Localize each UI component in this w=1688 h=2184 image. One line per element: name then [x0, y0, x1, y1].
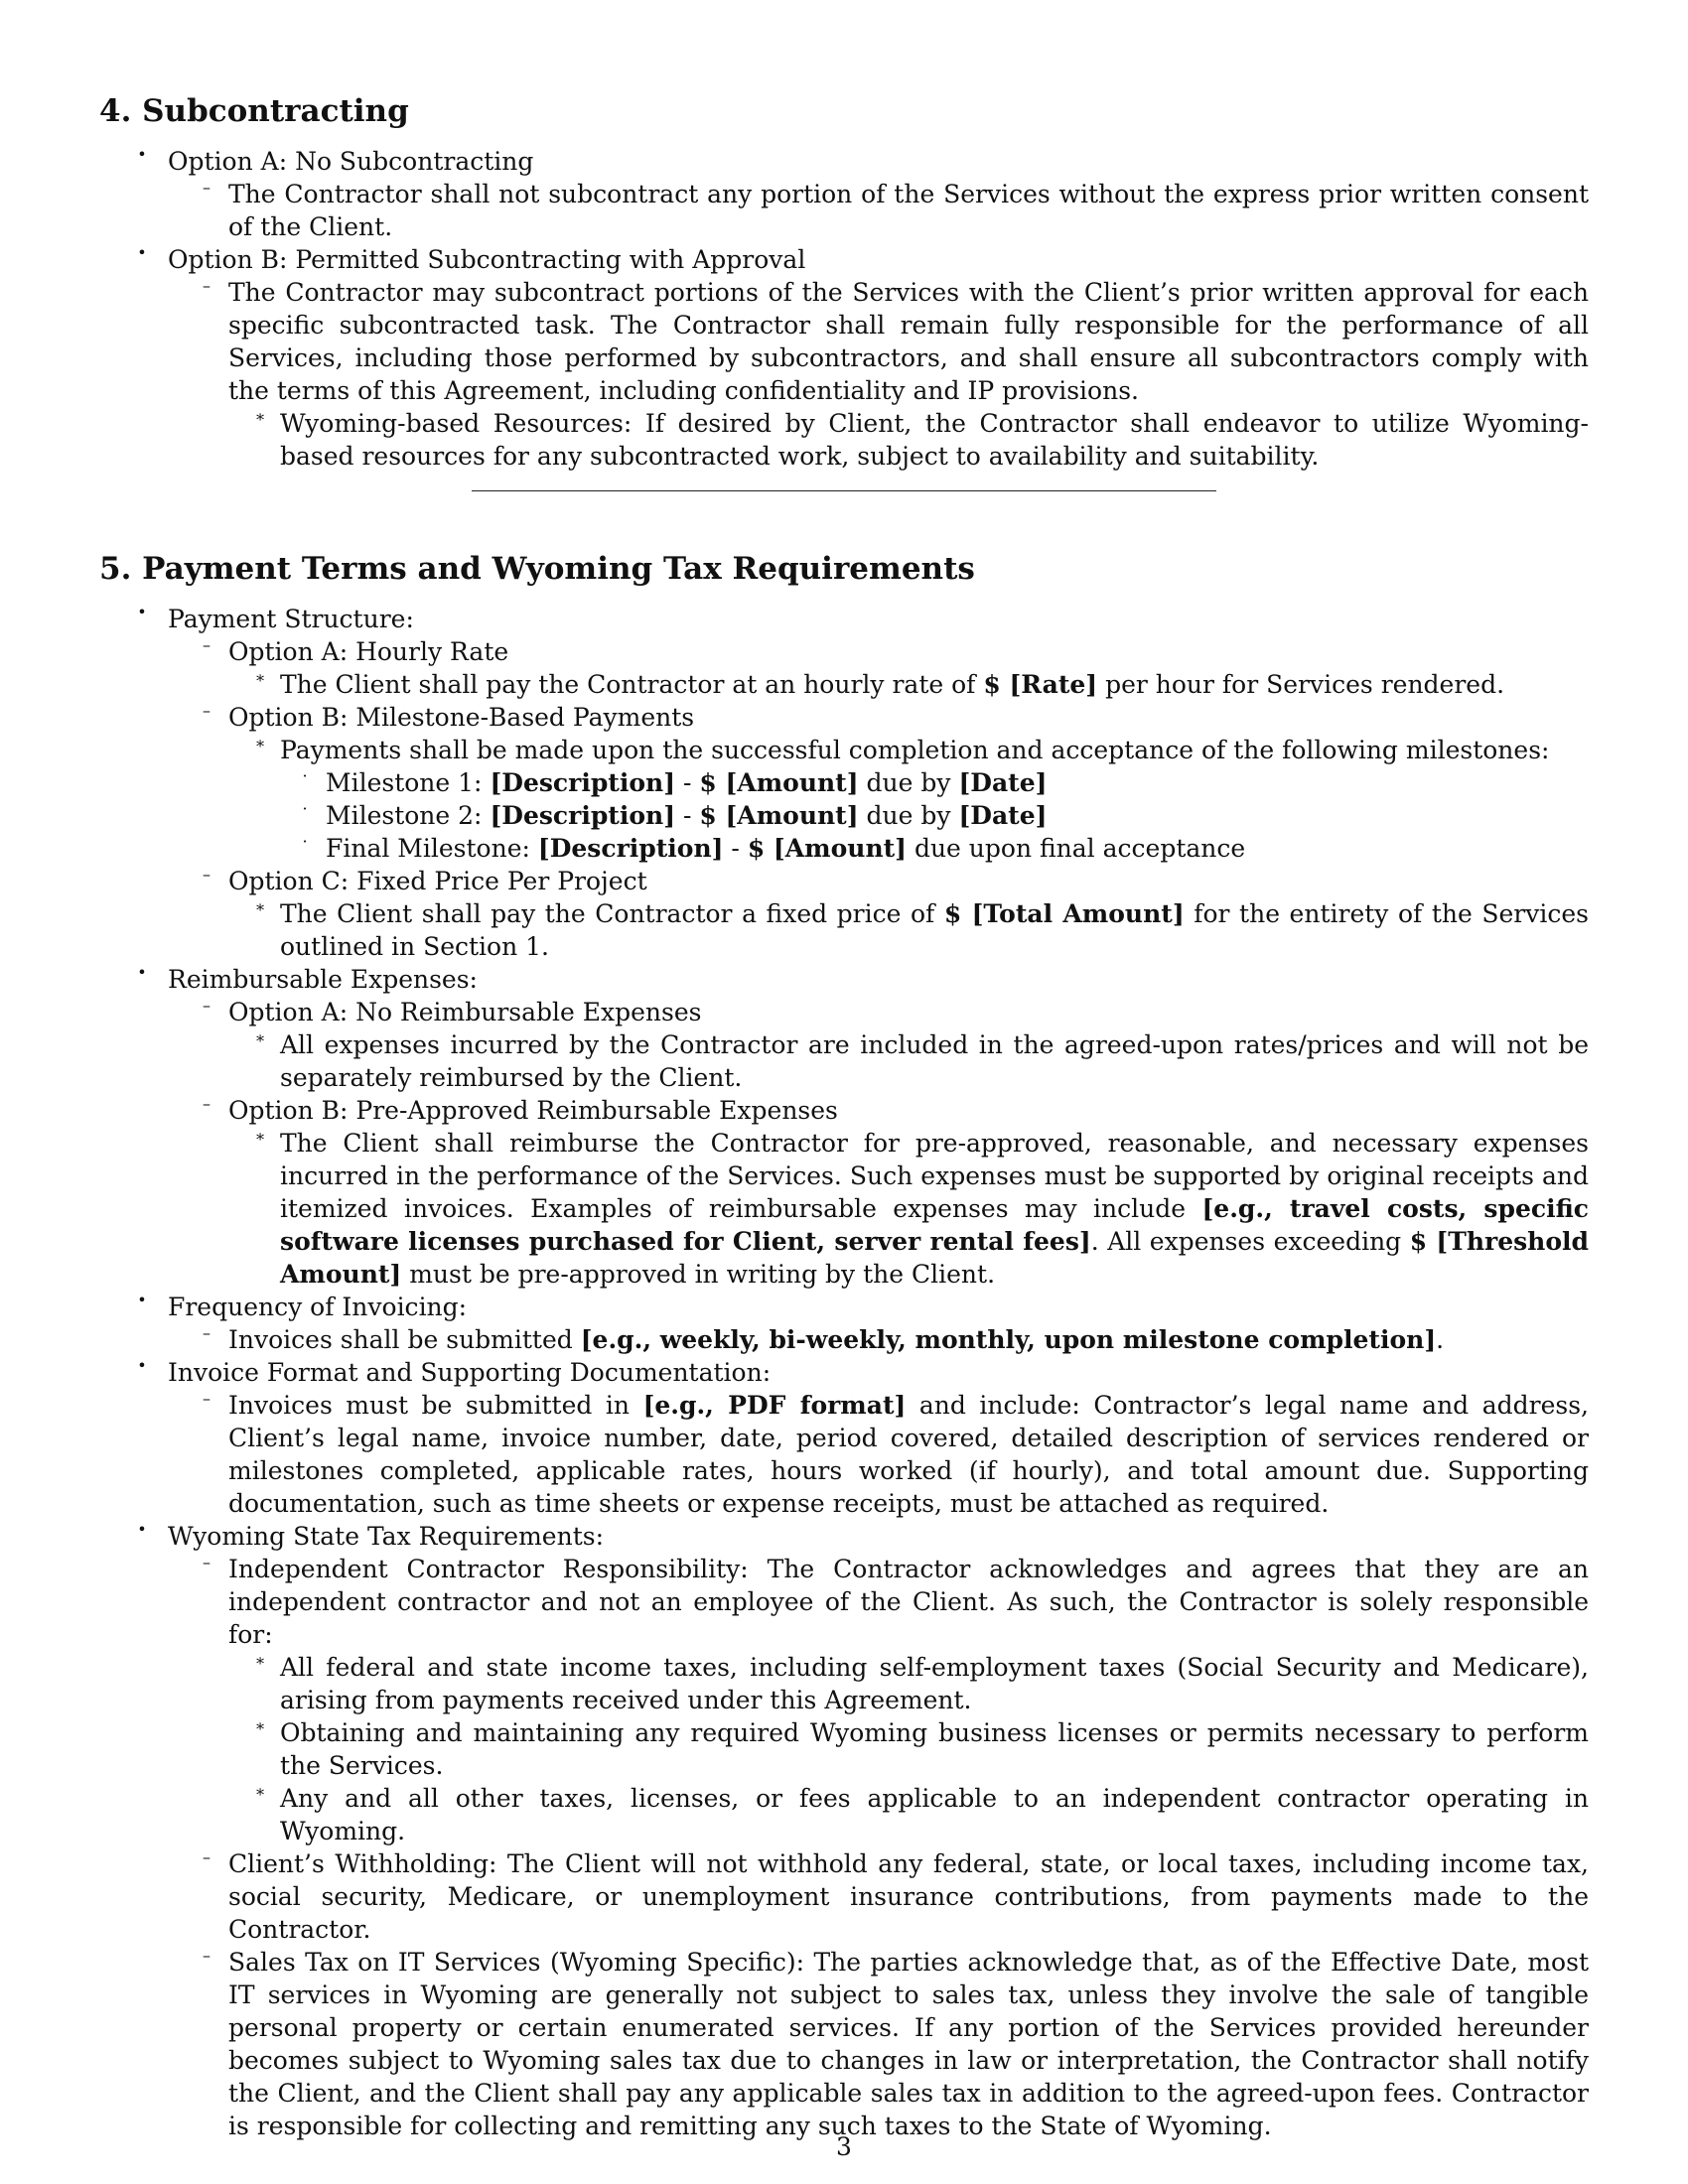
list-item-text: Reimbursable Expenses: [168, 965, 478, 994]
section-divider [472, 490, 1216, 491]
sub-list [228, 1028, 1589, 1094]
list-item-text: The Client shall pay the Contractor at an hourly rate of $ [Rate] per hour for Services rendered. [280, 670, 1505, 699]
bullet-marker: • [137, 145, 147, 164]
bullet-marker: – [203, 701, 211, 720]
list-item-text: Option A: Hourly Rate [228, 637, 509, 666]
list-item [228, 734, 1589, 865]
sub-list [228, 1651, 1589, 1847]
document-page [99, 91, 1589, 2142]
list-item-text: The Client shall reimburse the Contractor for pre-approved, reasonable, and necessary expenses incurred in the performance of the Services. Such expenses must be supported by original receipts and itemized invoices. Examples of reimbursable expenses may include [e.g., travel costs, specific software licenses purchased for Client, server rental fees]. All expenses exceeding $ [Threshold Amount] must be pre-approved in writing by the Client. [280, 1129, 1589, 1289]
list-item-text: Frequency of Invoicing: [168, 1293, 468, 1321]
section-payment-terms [99, 549, 1589, 2142]
list-item-text: Option C: Fixed Price Per Project [228, 867, 647, 895]
list-item [228, 407, 1589, 473]
bullet-marker: ∗ [254, 734, 266, 752]
list-item [99, 145, 1589, 243]
bullet-marker: ∗ [254, 407, 266, 426]
sub-list [168, 996, 1589, 1291]
list-item [280, 766, 1589, 799]
bullet-marker: ∗ [254, 897, 266, 916]
list-item [99, 1356, 1589, 1520]
list-item-text: Option B: Permitted Subcontracting with Approval [168, 245, 806, 274]
list-item-text: Client’s Withholding: The Client will not withhold any federal, state, or local taxes, including income tax, social security, Medicare, or unemployment insurance contributions, from payments made to the Contractor. [228, 1849, 1589, 1944]
list-item [99, 243, 1589, 473]
list-item [168, 635, 1589, 701]
bullet-marker: • [137, 963, 147, 982]
bullet-marker: – [203, 996, 211, 1015]
list-item-text: Invoice Format and Supporting Documentation: [168, 1358, 772, 1387]
sub-list [228, 668, 1589, 701]
section-heading: 5. Payment Terms and Wyoming Tax Requirements [99, 551, 975, 587]
list-item [168, 178, 1589, 243]
list-item [99, 1291, 1589, 1356]
sub-list [228, 734, 1589, 865]
list-item [228, 1651, 1589, 1716]
bullet-marker: – [203, 178, 211, 197]
bullet-marker: – [203, 1847, 211, 1866]
bullet-marker: – [203, 1946, 211, 1965]
section-heading: 4. Subcontracting [99, 93, 409, 129]
list-item-text: Option A: No Reimbursable Expenses [228, 998, 702, 1026]
bullet-marker: • [137, 1291, 147, 1309]
list-item [228, 1716, 1589, 1782]
sub-list [168, 1553, 1589, 2142]
bullet-marker: · [302, 832, 308, 851]
list-item-text: Invoices must be submitted in [e.g., PDF format] and include: Contractor’s legal name and address, Client’s legal name, invoice number, date, period covered, detailed description of services rendered or milestones completed, applicable rates, hours worked (if hourly), and total amount due. Supporting documentation, such as time sheets or expense receipts, must be attached as required. [228, 1391, 1589, 1518]
list-item [168, 1847, 1589, 1946]
list-item-text: Obtaining and maintaining any required Wyoming business licenses or permits necessary to perform the Services. [280, 1718, 1589, 1780]
list-item-text: Sales Tax on IT Services (Wyoming Specific): The parties acknowledge that, as of the Effective Date, most IT services in Wyoming are generally not subject to sales tax, unless they involve the sale of tangible personal property or certain enumerated services. If any portion of the Services provided hereunder becomes subject to Wyoming sales tax due to changes in law or interpretation, the Contractor shall notify the Client, and the Client shall pay any applicable sales tax in addition to the agreed-upon fees. Contractor is responsible for collecting and remitting any such taxes to the State of Wyoming. [228, 1948, 1589, 2140]
list-item-text: Milestone 1: [Description] - $ [Amount] due by [Date] [326, 768, 1048, 797]
list-item [168, 1553, 1589, 1847]
sub-list [168, 276, 1589, 473]
list-item-text: Invoices shall be submitted [e.g., weekly, bi-weekly, monthly, upon milestone completion]. [228, 1325, 1445, 1354]
section-list [99, 603, 1589, 2142]
bullet-marker: • [137, 1356, 147, 1375]
sub-list [228, 407, 1589, 473]
page-number: 3 [836, 2132, 852, 2161]
list-item [168, 701, 1589, 865]
bullet-marker: – [203, 1553, 211, 1571]
section-subcontracting [99, 91, 1589, 473]
bullet-marker: ∗ [254, 668, 266, 687]
list-item-text: Final Milestone: [Description] - $ [Amount] due upon final acceptance [326, 834, 1246, 863]
bullet-marker: • [137, 603, 147, 621]
sub-list [168, 635, 1589, 963]
list-item [280, 832, 1589, 865]
list-item-text: Any and all other taxes, licenses, or fees applicable to an independent contractor operating in Wyoming. [280, 1784, 1589, 1845]
bullet-marker: ∗ [254, 1028, 266, 1047]
list-item [168, 276, 1589, 473]
list-item [168, 1946, 1589, 2142]
section-list [99, 145, 1589, 473]
list-item [228, 1028, 1589, 1094]
bullet-marker: • [137, 243, 147, 262]
list-item-text: Independent Contractor Responsibility: The Contractor acknowledges and agrees that they are an independent contractor and not an employee of the Client. As such, the Contractor is solely responsible for: [228, 1555, 1589, 1649]
list-item [228, 1782, 1589, 1847]
list-item-text: Wyoming-based Resources: If desired by Client, the Contractor shall endeavor to utilize Wyoming-based resources for any subcontracted work, subject to availability and suitability. [280, 409, 1589, 471]
list-item-text: Payments shall be made upon the successful completion and acceptance of the following milestones: [280, 736, 1550, 764]
bullet-marker: · [302, 799, 308, 818]
sub-list [228, 897, 1589, 963]
list-item-text: The Contractor may subcontract portions of the Services with the Client’s prior written approval for each specific subcontracted task. The Contractor shall remain fully responsible for the performance of all Services, including those performed by subcontractors, and shall ensure all subcontractors comply with the terms of this Agreement, including confidentiality and IP provisions. [228, 278, 1589, 405]
sub-list [168, 178, 1589, 243]
list-item [168, 1323, 1589, 1356]
list-item-text: The Client shall pay the Contractor a fixed price of $ [Total Amount] for the entirety of the Services outlined in Section 1. [280, 899, 1589, 961]
list-item [168, 1094, 1589, 1291]
list-item [168, 996, 1589, 1094]
list-item [168, 865, 1589, 963]
list-item [99, 603, 1589, 963]
bullet-marker: – [203, 276, 211, 295]
bullet-marker: ∗ [254, 1651, 266, 1670]
list-item [280, 799, 1589, 832]
list-item [228, 1127, 1589, 1291]
list-item [99, 1520, 1589, 2142]
bullet-marker: – [203, 1389, 211, 1408]
list-item-text: All federal and state income taxes, including self-employment taxes (Social Security and Medicare), arising from payments received under this Agreement. [280, 1653, 1589, 1714]
list-item-text: All expenses incurred by the Contractor are included in the agreed-upon rates/prices and will not be separately reimbursed by the Client. [280, 1030, 1589, 1092]
sub-list [280, 766, 1589, 865]
list-item-text: Payment Structure: [168, 605, 414, 633]
list-item-text: Option B: Pre-Approved Reimbursable Expenses [228, 1096, 838, 1125]
sub-list [168, 1323, 1589, 1356]
sub-list [228, 1127, 1589, 1291]
bullet-marker: – [203, 1094, 211, 1113]
list-item [228, 668, 1589, 701]
bullet-marker: – [203, 635, 211, 654]
bullet-marker: – [203, 1323, 211, 1342]
list-item-text: Milestone 2: [Description] - $ [Amount] due by [Date] [326, 801, 1048, 830]
bullet-marker: ∗ [254, 1716, 266, 1735]
bullet-marker: • [137, 1520, 147, 1539]
list-item [228, 897, 1589, 963]
list-item [99, 963, 1589, 1291]
list-item-text: The Contractor shall not subcontract any portion of the Services without the express prior written consent of the Client. [228, 180, 1589, 241]
list-item-text: Option A: No Subcontracting [168, 147, 534, 176]
bullet-marker: ∗ [254, 1127, 266, 1146]
list-item-text: Option B: Milestone-Based Payments [228, 703, 695, 732]
list-item-text: Wyoming State Tax Requirements: [168, 1522, 604, 1551]
list-item [168, 1389, 1589, 1520]
bullet-marker: · [302, 766, 308, 785]
bullet-marker: – [203, 865, 211, 884]
bullet-marker: ∗ [254, 1782, 266, 1801]
sub-list [168, 1389, 1589, 1520]
